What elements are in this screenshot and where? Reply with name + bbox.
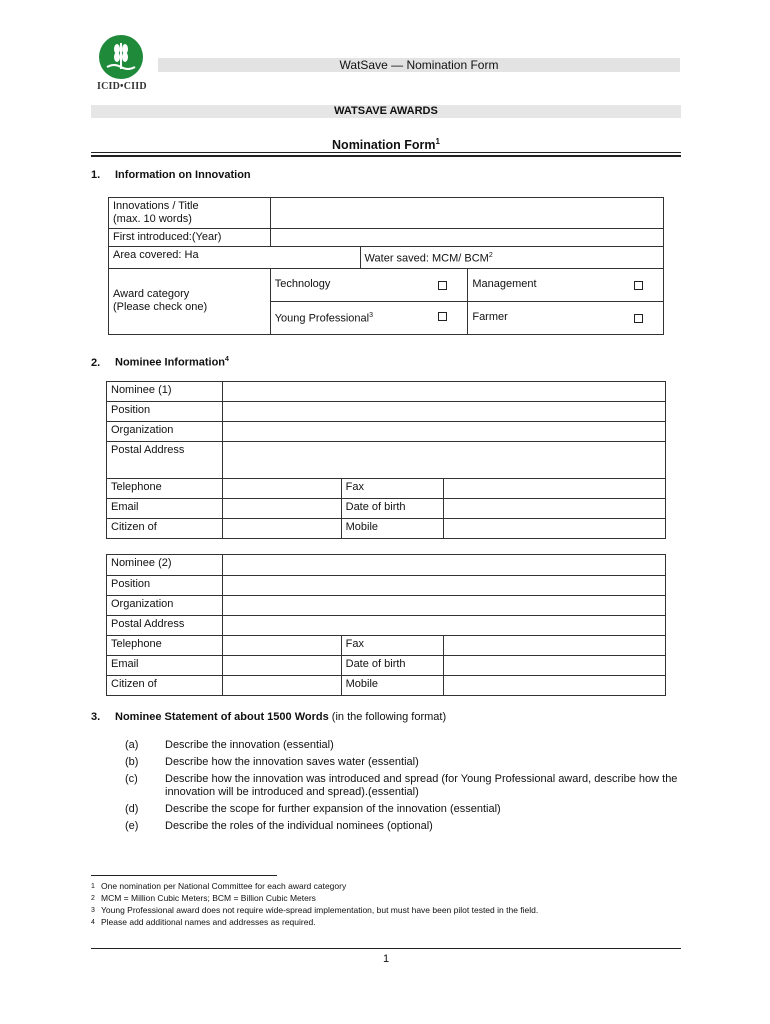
innovation-title-label: Innovations / Title (max. 10 words) — [109, 198, 271, 229]
checkbox-young-professional[interactable] — [438, 312, 447, 321]
fax-label: Fax — [341, 479, 444, 499]
nominee-1-name-field[interactable] — [222, 382, 665, 402]
option-technology[interactable]: Technology — [270, 268, 468, 301]
dob-label: Date of birth — [341, 656, 444, 676]
mobile-label: Mobile — [341, 519, 444, 539]
icid-logo — [97, 35, 145, 93]
nominee-1-label: Nominee (1) — [107, 382, 223, 402]
nominee-2-email-field[interactable] — [222, 656, 341, 676]
position-label: Position — [107, 402, 223, 422]
checkbox-technology[interactable] — [438, 281, 447, 290]
footnote: $^2$ MCM = Million Cubic Meters; BCM = Billion Cubic Meters — [91, 893, 316, 903]
telephone-label: Telephone — [107, 479, 223, 499]
statement-format-list — [125, 739, 680, 837]
organization-label: Organization — [107, 596, 223, 616]
nominee-2-label: Nominee (2) — [107, 555, 223, 576]
innovation-table — [108, 197, 664, 335]
nominee-1-telephone-field[interactable] — [222, 479, 341, 499]
checkbox-management[interactable] — [634, 281, 643, 290]
checkbox-farmer[interactable] — [634, 314, 643, 323]
list-item: (c) Describe how the innovation was introduced and spread (for Young Professional award, describe how the innovation will be introduced and spread).(essential) — [125, 773, 678, 798]
nominee-2-mobile-field[interactable] — [444, 676, 666, 696]
list-item: (d) Describe the scope for further expansion of the innovation (essential) — [125, 803, 501, 815]
nominee-1-email-field[interactable] — [222, 499, 341, 519]
postal-address-label: Postal Address — [107, 616, 223, 636]
innovation-title-field[interactable] — [270, 198, 663, 229]
nominee-1-postal-field[interactable] — [222, 442, 665, 479]
citizen-label: Citizen of — [107, 519, 223, 539]
section-2-heading: 2. Nominee Information$^4$ — [91, 356, 229, 369]
option-farmer[interactable]: Farmer — [468, 301, 664, 334]
email-label: Email — [107, 499, 223, 519]
nominee-1-dob-field[interactable] — [444, 499, 666, 519]
mobile-label: Mobile — [341, 676, 444, 696]
water-saved-field[interactable]: Water saved: MCM/ BCM$^2$ — [360, 247, 663, 269]
nominee-2-postal-field[interactable] — [222, 616, 665, 636]
page-header-title: WatSave — Nomination Form — [158, 58, 680, 72]
list-item: (e) Describe the roles of the individual nominees (optional) — [125, 820, 433, 832]
list-item: (b) Describe how the innovation saves water (essential) — [125, 756, 419, 768]
award-category-label: Award category (Please check one) — [109, 268, 271, 334]
telephone-label: Telephone — [107, 636, 223, 656]
citizen-label: Citizen of — [107, 676, 223, 696]
position-label: Position — [107, 576, 223, 596]
awards-bar: WATSAVE AWARDS — [91, 105, 681, 118]
footnote: $^3$ Young Professional award does not require wide-spread implementation, but must have been pilot tested in the field. — [91, 905, 539, 915]
form-title: Nomination Form$^1$ — [332, 137, 440, 153]
nominee-1-position-field[interactable] — [222, 402, 665, 422]
section-1-heading: 1. Information on Innovation — [91, 169, 251, 181]
nominee-2-fax-field[interactable] — [444, 636, 666, 656]
first-introduced-field[interactable] — [270, 229, 663, 247]
nominee-2-dob-field[interactable] — [444, 656, 666, 676]
fax-label: Fax — [341, 636, 444, 656]
email-label: Email — [107, 656, 223, 676]
page-number: 1 — [382, 953, 390, 965]
nominee-1-citizen-field[interactable] — [222, 519, 341, 539]
footnote: $^1$ One nomination per National Committee for each award category — [91, 881, 347, 891]
wheat-logo-icon — [99, 35, 143, 79]
postal-address-label: Postal Address — [107, 442, 223, 479]
divider — [91, 152, 681, 153]
divider — [91, 155, 681, 157]
nominee-2-name-field[interactable] — [222, 555, 665, 576]
dob-label: Date of birth — [341, 499, 444, 519]
footer-divider — [91, 948, 681, 949]
footnote: $^4$ Please add additional names and addresses as required. — [91, 917, 316, 927]
nominee-2-table — [106, 554, 666, 696]
first-introduced-label: First introduced:(Year) — [109, 229, 271, 247]
nominee-1-fax-field[interactable] — [444, 479, 666, 499]
list-item: (a) Describe the innovation (essential) — [125, 739, 334, 751]
organization-label: Organization — [107, 422, 223, 442]
nominee-2-telephone-field[interactable] — [222, 636, 341, 656]
area-covered-field[interactable]: Area covered: Ha — [109, 247, 361, 269]
option-young-professional[interactable]: Young Professional$^3$ — [270, 301, 468, 334]
nominee-1-table — [106, 381, 666, 539]
footnote-divider — [91, 875, 277, 876]
section-3-heading: 3. Nominee Statement of about 1500 Words (in the following format) — [91, 711, 447, 723]
nominee-2-position-field[interactable] — [222, 576, 665, 596]
nominee-1-organization-field[interactable] — [222, 422, 665, 442]
option-management[interactable]: Management — [468, 268, 664, 301]
nominee-2-organization-field[interactable] — [222, 596, 665, 616]
logo-text: ICID•CIID — [97, 81, 147, 92]
nominee-1-mobile-field[interactable] — [444, 519, 666, 539]
nominee-2-citizen-field[interactable] — [222, 676, 341, 696]
